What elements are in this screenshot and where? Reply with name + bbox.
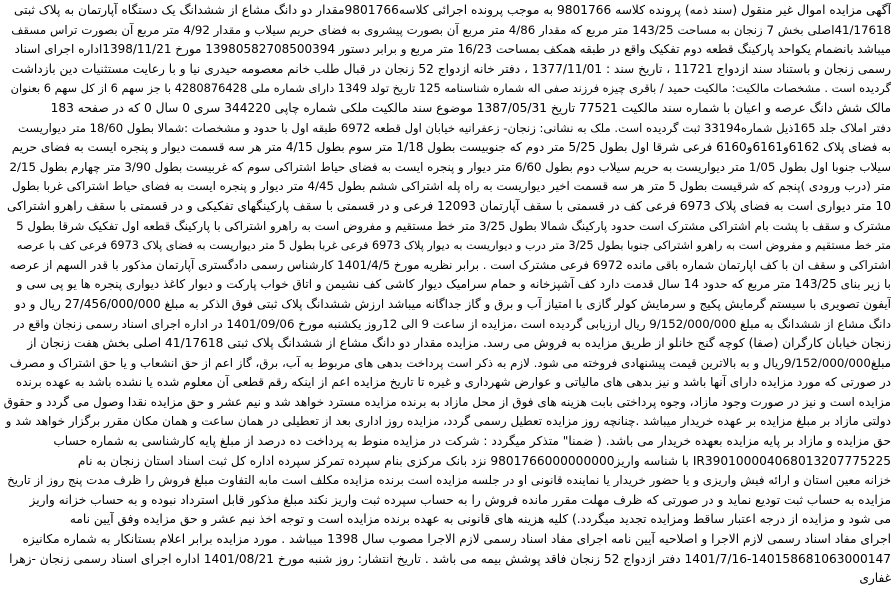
notice-line: دانگ مشاع از ششدانگ به مبلغ 9/152/000/000 ریال ارزیابی گردیده است ،مزایده از ساعت 9 الی 12روز یکشنبه مورخ 1401/09/06 در اداره اجرای اسناد رسمی زنجان واقع در: [13, 316, 891, 331]
notice-line: مزایده است و نیز در صورت وجود مازاد، وجوه پرداختی بابت هزینه های فوق از محل مازاد به برنده مزایده مسترد خواهد شد و نیم عشر و حق مزایده نقدا وصول می گردد و حقوق: [4, 394, 891, 409]
notice-line: IR390100004068013207775225 با شناسه واریز9801766000000000 نزد بانک مرکزی بنام سپرده تمرکز سپرده اداره کل ثبت اسناد استان زنجان به نام: [77, 453, 891, 468]
notice-line: گردیده است . مشخصات مالکیت: مالکیت حمید / باقری چیزه فرزند صفی اله شماره شناسنامه 125 تاریخ تولد 1349 دارای شماره ملی 4280876428 با جز سهم 6 از کل سهم 6 بعنوان: [10, 81, 891, 96]
notice-line: 41/17618اصلی بخش 7 زنجان به مساحت 143/25 متر مربع که مقدار 4/86 متر مربع آن بصورت پیشروی به فضای حریم سیلاب و مقدار 4/92 متر مربع آن بصورت تراس مسقف: [11, 22, 891, 37]
notice-line: مالک شش دانگ عرصه و اعیان با شماره سند مالکیت 77521 تاریخ 1387/05/31 موضوع سند مالکیت ملکی شماره چاپی 344220 سری 0 سال 0 که در صفحه 183: [50, 100, 891, 115]
notice-line: با زیر بنای 143/25 متر مربع که حدود 14 سال قدمت دارد کف آشپزخانه و حمام سرامیک دیوار کاشی کف نشیمن و اتاق خواب پارکت و دیوار کاغذ دیواری پنجره ها یو پی سی و: [16, 277, 891, 292]
notice-line: می شود و مزایده از درجه اعتبار ساقط ومزایده تجدید میگردد.) کلیه هزینه های قانونی به عهده برنده مزایده است و توجه اخذ نیم عشر و حق مزایده وفق آیین نامه: [69, 512, 891, 527]
notice-line: دفتر املاک جلد 165ذیل شماره33194 ثبت گردیده است. ملک به نشانی: زنجان- زعفرانیه خیابان اول قطعه 6972 طبقه اول با حدود و مشخصات :شمالا بطول 18/60 متر دیواریست: [18, 120, 891, 135]
notice-line: مشترک و سقف با پشت بام اشتراکی مشترک است حدود پارکینگ شمالا بطول 3/25 متر خط مستقیم و مفروض است به راهرو اشتراکی با پارکینگ قطعه اول تفکیک شرقا بطول 5: [16, 218, 891, 233]
notice-line: اشتراکی و سقف ان با کف اپارتمان شماره باقی مانده 6972 فرعی مشترک است . برابر نظریه مورخ 1401/4/5 کارشناس رسمی دادگستری آپارتمان مذکور با قدر السهم از عرصه: [9, 257, 891, 272]
notice-line: در صورتی که مورد مزایده دارای آنها باشد و نیز بدهی های مالیاتی و عوارض شهرداری و غیره تا تاریخ مزایده اعم از اینکه رقم قطعی آن معلوم شده یا نشده باشد به عهده برنده: [15, 375, 891, 390]
notice-line: میباشد بانضمام یکواحد پارکینگ قطعه دوم تفکیک واقع در طبقه همکف بمساحت 16/23 متر مربع و برابر دستور 13980582708500394 مورخ 1398/11/21اداره اجرای اسناد: [14, 42, 891, 57]
notice-line: رسمی زنجان و باستناد سند ازدواج 11721 ، تاریخ سند : 1377/11/01 ، دفتر خانه ازدواج 52 زنجان در قبال طلب خانم معصومه حیدری نیا و با رعایت مستثنیات دین بازداشت: [11, 61, 891, 76]
notice-line: متر خط مستقیم و مفروض است به راهرو اشتراکی جنوبا بطول 3/25 متر درب و دیواریست به دیوار پلاک 6973 فرعی غربا بطول 5 متر دیواریست به فضای پلاک 6973 فرعی کف با عرصه: [16, 239, 891, 253]
notice-line: مزایده به حساب ثبت تودیع نماید و در صورتی که ظرف مهلت مقرر مانده فروش را به حساب سپرده ثبت واریز نکند مبلغ مذکور قابل استرداد نبوده و به حساب خزانه واریز: [29, 492, 891, 507]
notice-line: سیلاب جنوبا اول بطول 1/05 متر دیواریست به حریم سیلاب دوم بطول 6/60 متر دیوار و پنجره ایست به فضای حیاط اشتراکی سوم که غربیست بطول 3/90 متر چهارم بطول 2/15: [9, 159, 891, 174]
notice-line: 10 متر دیواری است به فضای پلاک 6973 فرعی کف در قسمتی با سقف آپارتمان 12093 فرعی و در قسمتی با سقف پارکینگهای تفکیکی و در قسمتی با سقف راهرو اشتراکی: [7, 198, 891, 213]
notice-line: آگهی مزایده اموال غیر منقول (سند ذمه) پرونده کلاسه 9801766 به موجب پرونده اجرائی کلاسه9801766مقدار دو دانگ مشاع از ششدانگ یک دستگاه آپارتمان به پلاک ثبتی: [13, 3, 891, 17]
notice-line: به فضای پلاک 6162و6161و6160 فرعی شرقا اول بطول 5/25 متر دوم که جنوبیست بطول 1/18 متر سوم بطول 4/15 متر هر سه قسمت دیوار و پنجره ایست به فضای حریم: [11, 140, 891, 155]
notice-line: 1401/7/16-140158681063000147 دفتر ازدواج 52 زنجان فاقد پوشش بیمه می باشد . تاریخ انتشار: روز شنبه مورخ 1401/08/21 اداره اجرای اسناد رسمی زنجان -زهرا: [9, 551, 891, 566]
auction-notice-text: [4, 1, 891, 589]
notice-line: آیفون تصویری با سیستم گرمایش پکیج و سرمایش کولر گازی با امتیاز آب و برق و گاز جداگانه میباشد ارزش ششدانگ پلاک ثبتی فوق الذکر به مبلغ 27/456/000/000 ریال و دو: [14, 296, 891, 311]
notice-line: زنجان خیابان کارگران (صفا) کوچه گنج خانلو از طریق مزایده به فروش می رسد. مزایده مقدار دو دانگ مشاع از ششدانگ پلاک ثبتی 41/17618 اصلی بخش هفت زنجان از: [27, 336, 891, 351]
notice-line: اجرای مفاد اسناد رسمی لازم الاجرا و اصلاحیه آیین نامه اجرای مفاد اسناد رسمی لازم الاجرا مصوب سال 1398 میباشد . مورد مزایده برابر اعلام بستانکار به شماره مکانیزه: [22, 532, 891, 547]
notice-line: مبلغ9/152/000/000ریال و به بالاترین قیمت پیشنهادی فروخته می شود. لازم به ذکر است پرداخت بدهی های مربوط به آب، برق، گاز اعم از حق انشعاب و یا حق اشتراک و مصرف: [9, 355, 891, 370]
notice-line: متر (درب ورودی )پنجم که شرقیست بطول 5 متر هر سه قسمت اخیر دیواریست به راه پله اشتراکی ششم بطول 4/45 متر دیوار و پنجره ایست به فضای حیاط اشتراکی غربا بطول: [11, 179, 891, 194]
notice-line: دولتی مازاد بر مبلغ مزایده بر عهده خریدار میباشد .چنانچه روز مزایده تعطیل رسمی گردد، مزایده روز اداری بعد از تعطیلی در همان ساعت و همان مکان مقرر برگزار خواهد شد و: [5, 414, 891, 429]
notice-line: خزانه معین استان و ارائه فیش واریزی و یا حضور خریدار یا نماینده قانونی او در جلسه مزایده است برنده مزایده مکلف است مابه التفاوت مبلغ فروش را ظرف مدت پنج روز از تاریخ: [7, 473, 891, 488]
notice-line: غفاری: [859, 571, 891, 586]
notice-line: حق مزایده و مازاد بر پایه مزایده بعهده خریدار می باشد. ( ضمنا" متذکر میگردد : شرکت در مزایده منوط به پرداخت ده درصد از مبلغ پایه کارشناسی به شماره حساب: [53, 434, 891, 449]
